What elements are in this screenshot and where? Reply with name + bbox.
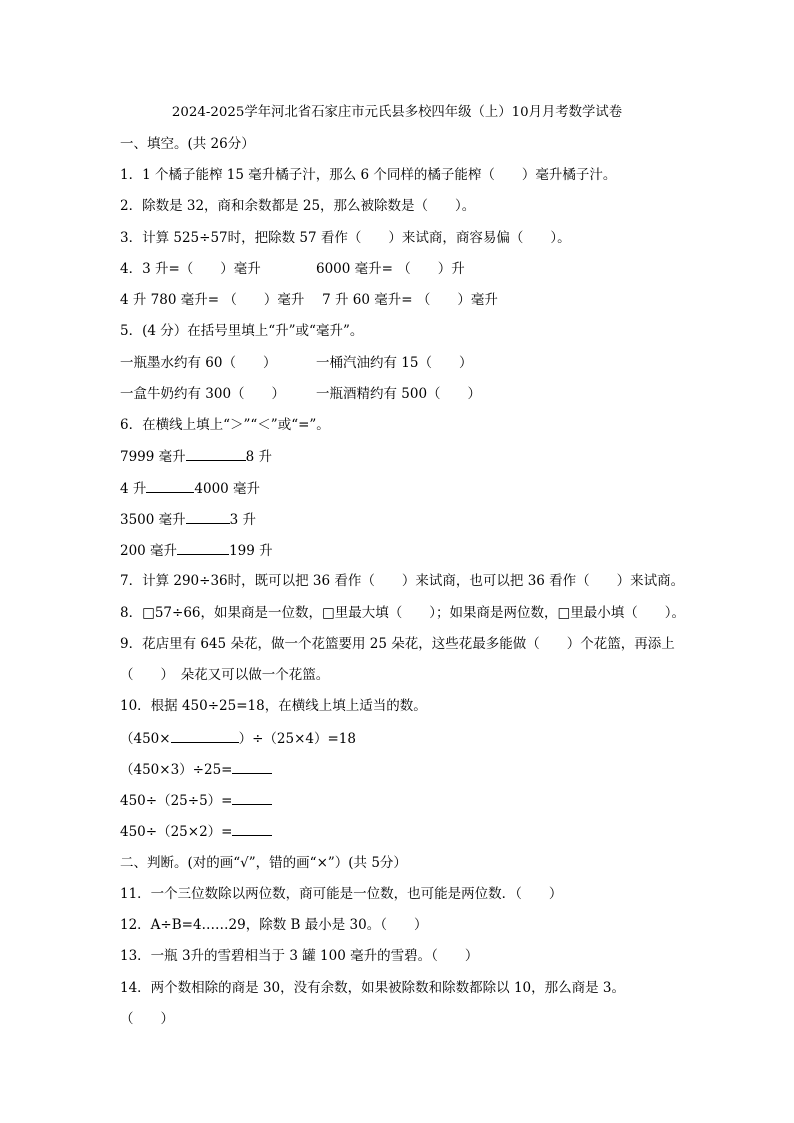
question-5c: 一盒牛奶约有 300（ ） xyxy=(120,386,286,402)
question-6-item xyxy=(120,540,273,561)
q6-item-left: 3500 毫升 xyxy=(120,512,186,528)
question-14-line1: 14．两个数相除的商是 30，没有余数，如果被除数和除数都除以 10，那么商是 3。 xyxy=(120,980,625,996)
question-4b: 6000 毫升= （ ）升 xyxy=(316,261,465,277)
question-7: 7．计算 290÷36时，既可以把 36 看作（ ）来试商，也可以把 36 看作（ ）来试商。 xyxy=(120,573,685,589)
question-4c: 4 升 780 毫升= （ ）毫升 7 升 60 毫升= （ ）毫升 xyxy=(120,292,498,308)
answer-blank[interactable] xyxy=(186,509,230,524)
question-10d xyxy=(120,821,272,842)
q6-item-left: 7999 毫升 xyxy=(120,449,186,465)
question-5b: 一桶汽油约有 15（ ） xyxy=(316,355,473,371)
answer-blank[interactable] xyxy=(186,446,246,461)
question-9-line1: 9．花店里有 645 朵花，做一个花篮要用 25 朵花，这些花最多能做（ ）个花篮，再添上 xyxy=(120,636,675,652)
question-12: 12．A÷B=4……29，除数 B 最小是 30。（ ） xyxy=(120,917,428,933)
question-6-stem: 6．在横线上填上“＞”“＜”或“=”。 xyxy=(120,417,330,433)
question-2: 2．除数是 32，商和余数都是 25，那么被除数是（ ）。 xyxy=(120,198,476,214)
answer-blank[interactable] xyxy=(232,821,272,836)
section2-heading: 二、判断。(对的画“√”，错的画“×”）(共 5分） xyxy=(120,855,407,871)
section1-heading: 一、填空。(共 26分） xyxy=(120,136,255,152)
q10a-suffix: ）÷（25×4）=18 xyxy=(238,731,356,747)
question-10b xyxy=(120,759,272,780)
question-10c xyxy=(120,790,272,811)
q6-item-right: 8 升 xyxy=(245,449,273,465)
answer-blank[interactable] xyxy=(232,759,272,774)
q6-item-right: 4000 毫升 xyxy=(194,481,261,497)
exam-title: 2024-2025学年河北省石家庄市元氏县多校四年级（上）10月月考数学试卷 xyxy=(171,105,623,120)
q6-item-left: 200 毫升 xyxy=(120,543,178,559)
question-11: 11．一个三位数除以两位数，商可能是一位数，也可能是两位数．（ ） xyxy=(120,886,563,902)
answer-blank[interactable] xyxy=(177,540,229,555)
question-1: 1．1 个橘子能榨 15 毫升橘子汁，那么 6 个同样的橘子能榨（ ）毫升橘子汁。 xyxy=(120,167,617,183)
question-10-stem: 10．根据 450÷25=18，在横线上填上适当的数。 xyxy=(120,698,427,714)
question-13: 13．一瓶 3升的雪碧相当于 3 罐 100 毫升的雪碧。（ ） xyxy=(120,948,479,964)
q10b-text: （450×3）÷25= xyxy=(120,762,233,778)
question-8: 8．□57÷66，如果商是一位数，□里最大填（ ）；如果商是两位数，□里最小填（ ）。 xyxy=(120,605,686,621)
answer-blank[interactable] xyxy=(232,790,272,805)
question-6-item xyxy=(120,478,260,499)
question-4a: 4．3 升=（ ）毫升 xyxy=(120,261,261,277)
q6-item-right: 199 升 xyxy=(229,543,273,559)
question-5-stem: 5．(4 分）在括号里填上“升”或“毫升”。 xyxy=(120,323,364,339)
answer-blank[interactable] xyxy=(146,478,194,493)
q10a-prefix: （450× xyxy=(120,731,171,747)
q10d-text: 450÷（25×2）= xyxy=(120,824,233,840)
question-9-line2: （ ） 朵花又可以做一个花篮。 xyxy=(120,667,330,683)
answer-blank[interactable] xyxy=(171,728,239,743)
question-6-item xyxy=(120,446,272,467)
question-5a: 一瓶墨水约有 60（ ） xyxy=(120,355,277,371)
q6-item-left: 4 升 xyxy=(120,481,147,497)
question-6-item xyxy=(120,509,256,530)
q10c-text: 450÷（25÷5）= xyxy=(120,793,233,809)
question-14-line2: （ ） xyxy=(120,1011,174,1027)
q6-item-right: 3 升 xyxy=(229,512,257,528)
question-3: 3．计算 525÷57时，把除数 57 看作（ ）来试商，商容易偏（ ）。 xyxy=(120,230,571,246)
question-10a xyxy=(120,728,356,749)
question-5d: 一瓶酒精约有 500（ ） xyxy=(316,386,482,402)
